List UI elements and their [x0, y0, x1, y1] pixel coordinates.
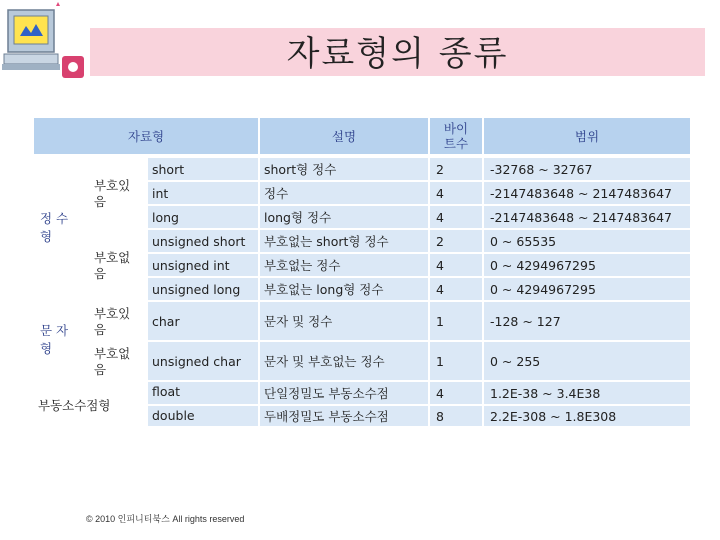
group-integer: 정 수 형 — [34, 158, 90, 298]
row-name: int — [148, 182, 258, 204]
row-name: long — [148, 206, 258, 228]
row-name: float — [148, 382, 258, 404]
header-bytes: 바이 트수 — [430, 118, 482, 154]
row-bytes: 4 — [430, 254, 482, 276]
row-range: -128 ~ 127 — [484, 302, 690, 340]
group-float: 부동소수점형 — [34, 382, 146, 428]
row-name: unsigned long — [148, 278, 258, 300]
row-description: 단일정밀도 부동소수점 — [260, 382, 428, 404]
row-bytes: 2 — [430, 158, 482, 180]
row-bytes: 1 — [430, 342, 482, 380]
header-description: 설명 — [260, 118, 428, 154]
row-description: 정수 — [260, 182, 428, 204]
row-description: 부호없는 long형 정수 — [260, 278, 428, 300]
group-unsigned: 부호없 음 — [90, 230, 146, 302]
row-range: -2147483648 ~ 2147483647 — [484, 206, 690, 228]
row-range: 0 ~ 255 — [484, 342, 690, 380]
row-description: 부호없는 short형 정수 — [260, 230, 428, 252]
copyright-footer: © 2010 인피니티북스 All rights reserved — [86, 514, 245, 524]
header-type: 자료형 — [34, 118, 258, 154]
row-range: 0 ~ 4294967295 — [484, 254, 690, 276]
row-description: 문자 및 부호없는 정수 — [260, 342, 428, 380]
row-name: unsigned int — [148, 254, 258, 276]
header-range: 범위 — [484, 118, 690, 154]
row-description: short형 정수 — [260, 158, 428, 180]
row-range: 0 ~ 4294967295 — [484, 278, 690, 300]
row-name: unsigned short — [148, 230, 258, 252]
group-signed: 부호있 음 — [90, 158, 146, 230]
row-range: -2147483648 ~ 2147483647 — [484, 182, 690, 204]
row-name: char — [148, 302, 258, 340]
row-range: -32768 ~ 32767 — [484, 158, 690, 180]
computer-logo-icon — [0, 0, 92, 86]
row-range: 2.2E-308 ~ 1.8E308 — [484, 406, 690, 426]
slide-title: 자료형의 종류 — [286, 34, 509, 74]
row-description: 문자 및 정수 — [260, 302, 428, 340]
row-name: double — [148, 406, 258, 426]
group-char-signed: 부호있 음 — [90, 302, 146, 342]
row-bytes: 2 — [430, 230, 482, 252]
row-name: short — [148, 158, 258, 180]
row-bytes: 8 — [430, 406, 482, 426]
row-range: 1.2E-38 ~ 3.4E38 — [484, 382, 690, 404]
row-bytes: 4 — [430, 278, 482, 300]
row-bytes: 4 — [430, 382, 482, 404]
row-range: 0 ~ 65535 — [484, 230, 690, 252]
row-description: 두배정밀도 부동소수점 — [260, 406, 428, 426]
group-char: 문 자 형 — [34, 298, 90, 382]
row-name: unsigned char — [148, 342, 258, 380]
group-char-unsigned: 부호없 음 — [90, 342, 146, 382]
row-description: 부호없는 정수 — [260, 254, 428, 276]
row-bytes: 1 — [430, 302, 482, 340]
data-type-table — [34, 118, 690, 428]
row-description: long형 정수 — [260, 206, 428, 228]
row-bytes: 4 — [430, 182, 482, 204]
row-bytes: 4 — [430, 206, 482, 228]
